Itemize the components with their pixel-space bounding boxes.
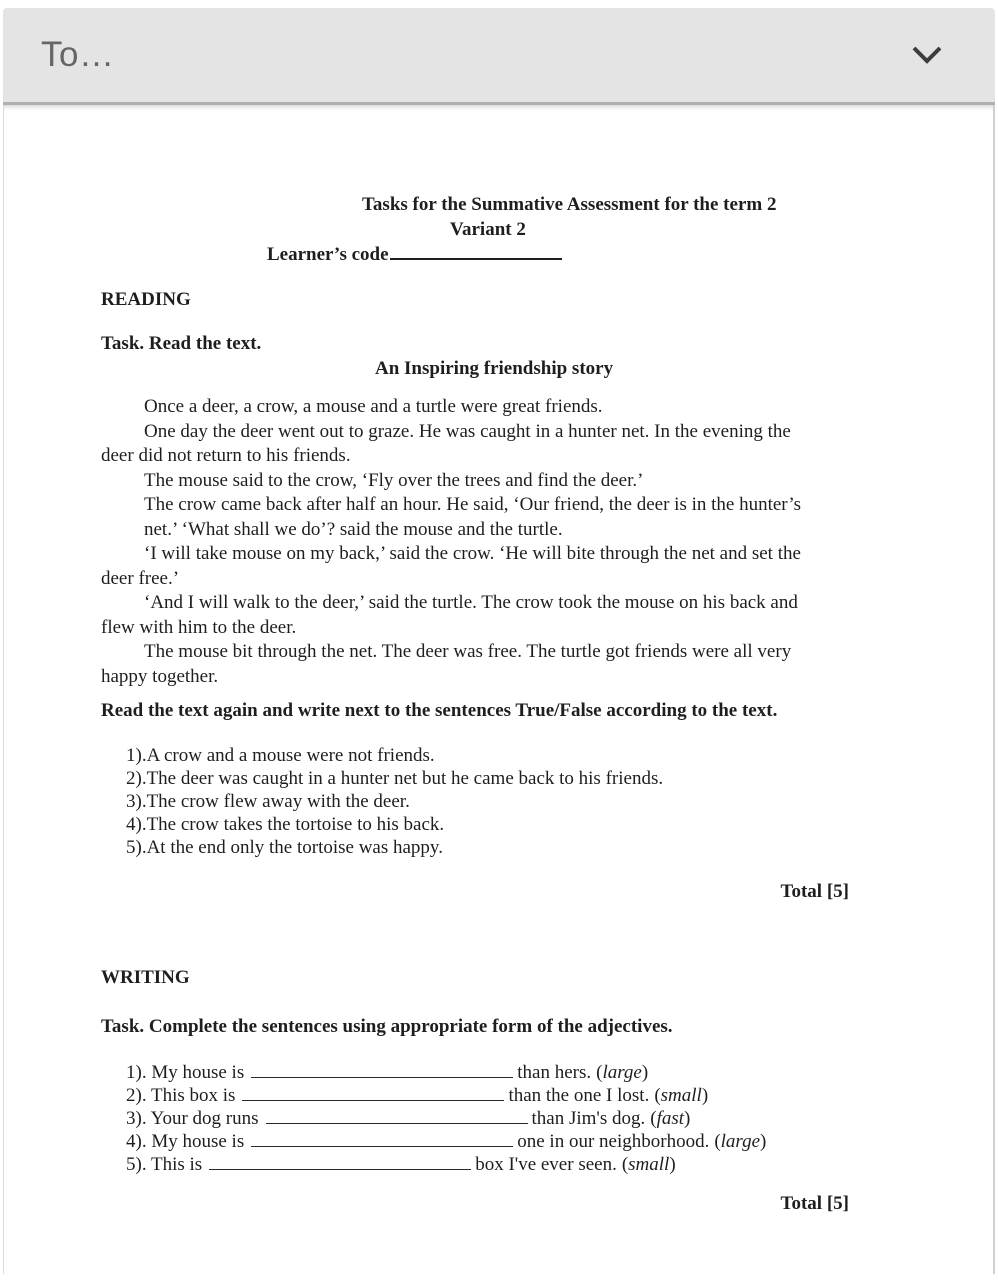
adjective-hint: ( small ) bbox=[654, 1085, 708, 1106]
answer-blank bbox=[209, 1154, 471, 1170]
adjective-hint: ( fast ) bbox=[650, 1108, 690, 1129]
variant-label: Variant 2 bbox=[450, 218, 526, 240]
story-line: One day the deer went out to graze. He was caught in a hunter net. In the evening the bbox=[144, 420, 791, 442]
task-label-reading: Task. Read the text. bbox=[101, 333, 262, 354]
writing-item-prefix: 4). My house is bbox=[126, 1131, 245, 1153]
answer-blank bbox=[251, 1062, 513, 1078]
section-heading-reading: READING bbox=[101, 288, 191, 310]
story-line: deer did not return to his friends. bbox=[101, 445, 351, 466]
tf-item: 4).The crow takes the tortoise to his back. bbox=[126, 814, 445, 836]
writing-item-suffix: than the one I lost. bbox=[508, 1085, 650, 1107]
story-line: Once a deer, a crow, a mouse and a turtle were great friends. bbox=[144, 396, 603, 417]
writing-item bbox=[126, 1107, 849, 1130]
story-title: An Inspiring friendship story bbox=[375, 357, 614, 379]
tf-item: 3).The crow flew away with the deer. bbox=[126, 790, 410, 812]
document-page bbox=[3, 105, 995, 1274]
writing-item-suffix: than Jim's dog. bbox=[531, 1108, 646, 1130]
story-line: ‘And I will walk to the deer,’ said the turtle. The crow took the mouse on his back and bbox=[144, 592, 798, 613]
section-heading-writing: WRITING bbox=[101, 967, 190, 989]
answer-blank bbox=[251, 1131, 513, 1147]
writing-item-suffix: box I've ever seen. bbox=[475, 1154, 617, 1176]
viewer-header-title: To… bbox=[41, 35, 115, 74]
document-content bbox=[101, 193, 849, 1217]
story-line: The mouse said to the crow, ‘Fly over the trees and find the deer.’ bbox=[144, 469, 644, 491]
story-line: net.’ ‘What shall we do’? said the mouse and the turtle. bbox=[144, 518, 563, 540]
learner-code-label: Learner’s code bbox=[267, 244, 389, 265]
reading-total: Total [5] bbox=[780, 880, 849, 902]
tf-item: 5).At the end only the tortoise was happy. bbox=[126, 837, 443, 859]
writing-item bbox=[126, 1061, 849, 1084]
writing-item-prefix: 5). This is bbox=[126, 1154, 203, 1176]
writing-item bbox=[126, 1153, 849, 1176]
writing-item-suffix: one in our neighborhood. bbox=[517, 1131, 710, 1153]
viewer-header[interactable] bbox=[3, 8, 995, 105]
writing-total: Total [5] bbox=[780, 1193, 849, 1215]
writing-item-prefix: 3). Your dog runs bbox=[126, 1108, 259, 1130]
writing-item-prefix: 1). My house is bbox=[126, 1062, 245, 1084]
story-text bbox=[101, 395, 849, 689]
tf-item: 2).The deer was caught in a hunter net but he came back to his friends. bbox=[126, 767, 664, 789]
writing-item bbox=[126, 1130, 849, 1153]
writing-item-prefix: 2). This box is bbox=[126, 1085, 236, 1107]
learner-code-line bbox=[390, 242, 562, 260]
true-false-instruction: Read the text again and write next to the sentences True/False according to the text. bbox=[101, 700, 778, 721]
learner-code-row bbox=[267, 242, 849, 268]
story-line: flew with him to the deer. bbox=[101, 616, 297, 638]
doc-title: Tasks for the Summative Assessment for the term 2 bbox=[362, 194, 777, 215]
task-label-writing: Task. Complete the sentences using appropriate form of the adjectives. bbox=[101, 1015, 673, 1037]
writing-list bbox=[126, 1061, 849, 1176]
chevron-down-icon[interactable] bbox=[911, 44, 943, 66]
story-line: happy together. bbox=[101, 665, 219, 687]
tf-item: 1).A crow and a mouse were not friends. bbox=[126, 744, 435, 766]
adjective-hint: ( large ) bbox=[714, 1131, 766, 1152]
story-line: ‘I will take mouse on my back,’ said the crow. ‘He will bite through the net and set the bbox=[144, 543, 801, 564]
true-false-list bbox=[126, 744, 849, 860]
adjective-hint: ( large ) bbox=[596, 1062, 648, 1083]
writing-item-suffix: than hers. bbox=[517, 1062, 592, 1084]
story-line: The crow came back after half an hour. He said, ‘Our friend, the deer is in the hunter’s bbox=[144, 494, 802, 515]
answer-blank bbox=[266, 1108, 528, 1124]
writing-item bbox=[126, 1084, 849, 1107]
answer-blank bbox=[242, 1085, 504, 1101]
story-line: The mouse bit through the net. The deer was free. The turtle got friends were all very bbox=[144, 641, 792, 662]
story-line: deer free.’ bbox=[101, 567, 180, 589]
adjective-hint: ( small ) bbox=[622, 1154, 676, 1175]
